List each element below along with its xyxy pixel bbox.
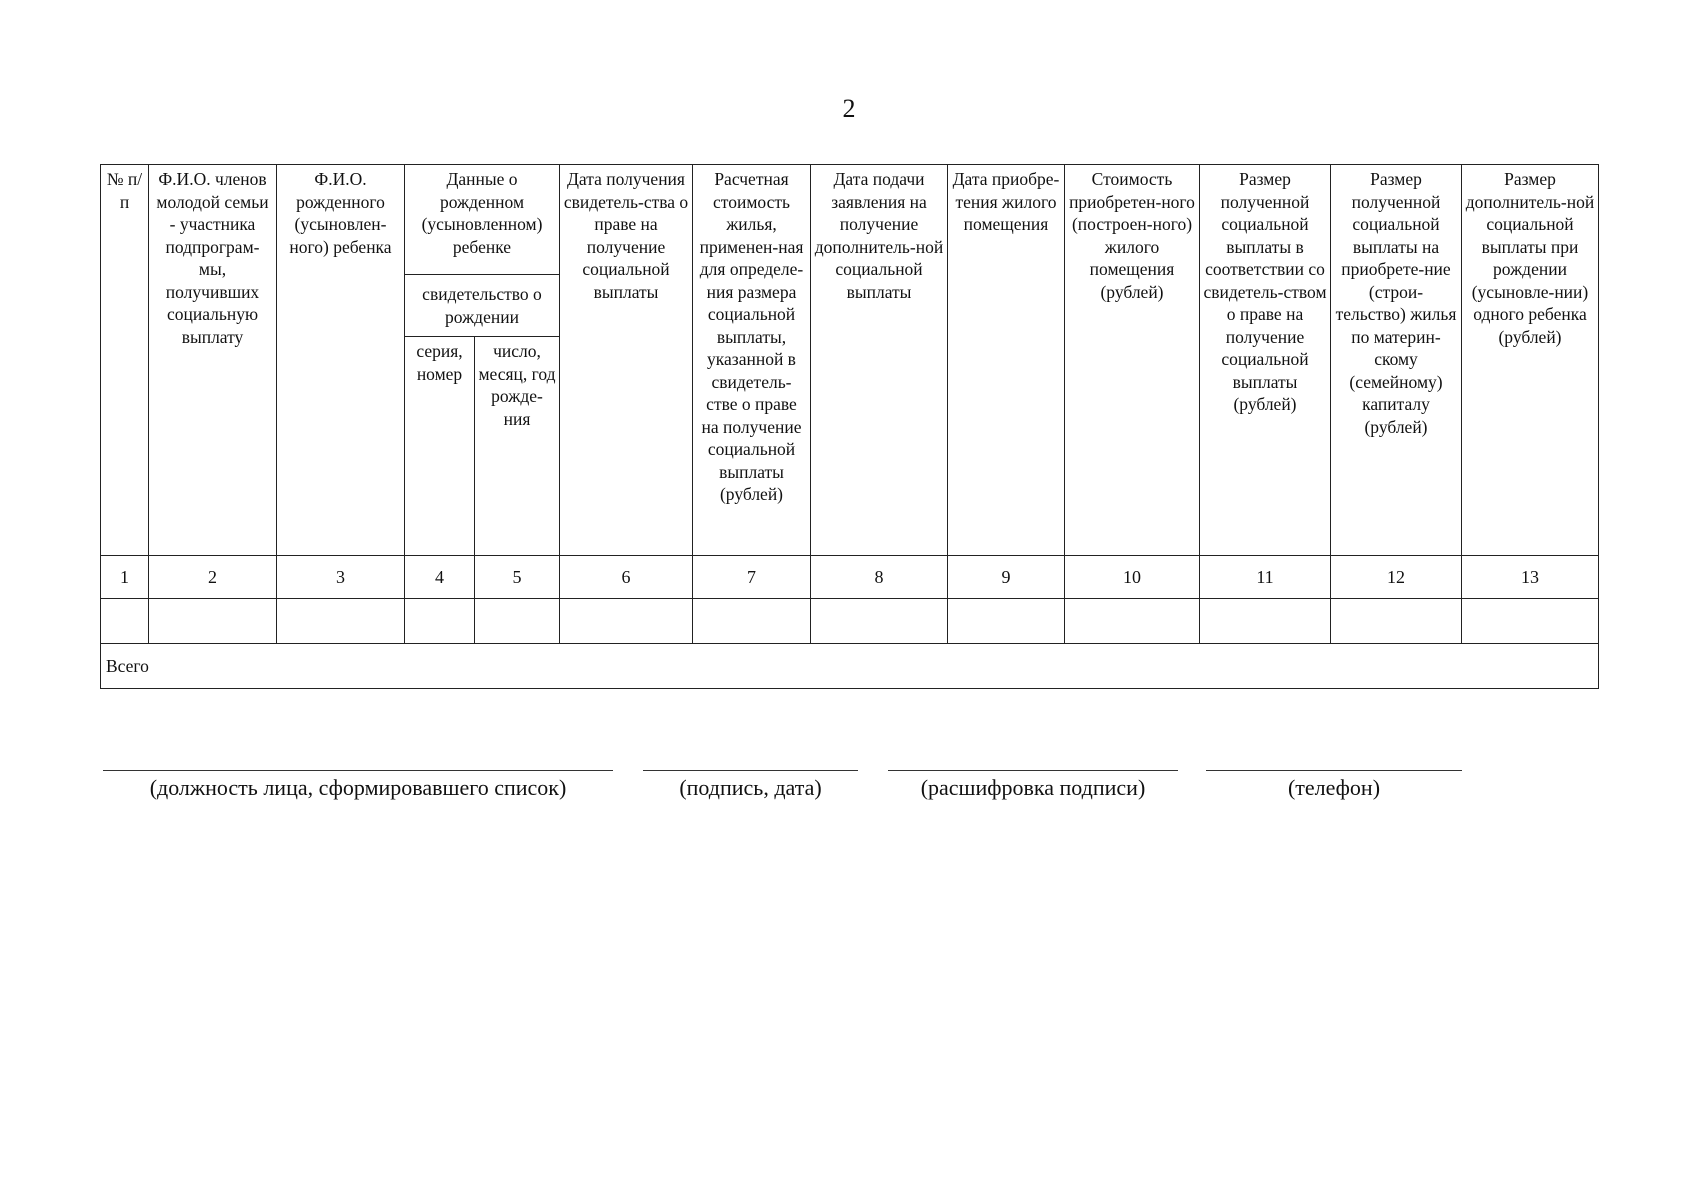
column-number: 10: [1065, 556, 1200, 599]
column-number: 11: [1200, 556, 1331, 599]
signature-line: [103, 770, 613, 771]
header-certificate-date: Дата получения свидетель-ства о праве на получение социальной выплаты: [560, 165, 693, 556]
total-row: [101, 644, 1599, 689]
column-number: 1: [101, 556, 149, 599]
social-payments-table: [100, 164, 1599, 689]
signature-caption: (должность лица, сформировавшего список): [149, 775, 567, 800]
column-number: 6: [560, 556, 693, 599]
signature-caption: (телефон): [1287, 775, 1381, 800]
table-cell: [693, 599, 811, 644]
column-number: 5: [475, 556, 560, 599]
column-numbers-row: [101, 556, 1599, 599]
header-additional-payment: Размер дополнитель-ной социальной выплаты при рождении (усыновле-нии) одного ребенка (рублей): [1462, 165, 1599, 556]
table-cell: [149, 599, 277, 644]
header-purchase-date: Дата приобре-тения жилого помещения: [948, 165, 1065, 556]
header-child-data: Данные о рожденном (усыновленном) ребенке: [405, 165, 560, 275]
signature-position: [103, 770, 613, 801]
table-cell: [475, 599, 560, 644]
signature-block: [0, 770, 1698, 810]
header-application-date: Дата подачи заявления на получение дополнитель-ной социальной выплаты: [811, 165, 948, 556]
header-child-name: Ф.И.О. рожденного (усыновлен-ного) ребенка: [277, 165, 405, 556]
header-series-number: серия, номер: [405, 337, 475, 556]
column-number: 7: [693, 556, 811, 599]
column-number: 3: [277, 556, 405, 599]
signature-line: [1206, 770, 1462, 771]
table-cell: [1200, 599, 1331, 644]
header-payment-per-certificate: Размер полученной социальной выплаты в соответствии со свидетель-ством о праве на получение социальной выплаты (рублей): [1200, 165, 1331, 556]
page-number: 2: [842, 94, 856, 123]
signature-line: [643, 770, 858, 771]
table-cell: [1462, 599, 1599, 644]
table-cell: [1065, 599, 1200, 644]
header-housing-cost: Стоимость приобретен-ного (построен-ного) жилого помещения (рублей): [1065, 165, 1200, 556]
signature-decode: [888, 770, 1178, 801]
total-label: Всего: [101, 644, 1599, 689]
column-number: 9: [948, 556, 1065, 599]
table-cell: [277, 599, 405, 644]
header-birth-date: число, месяц, год рожде-ния: [475, 337, 560, 556]
column-number: 8: [811, 556, 948, 599]
column-number: 13: [1462, 556, 1599, 599]
table-cell: [560, 599, 693, 644]
table-cell: [948, 599, 1065, 644]
signature-sign-date: [643, 770, 858, 801]
header-no: № п/п: [101, 165, 149, 556]
header-payment-maternity-capital: Размер полученной социальной выплаты на приобрете-ние (строи-тельство) жилья по материн-скому (семейному) капиталу (рублей): [1331, 165, 1462, 556]
header-family-members: Ф.И.О. членов молодой семьи - участника подпрограм-мы, получивших социальную выплату: [149, 165, 277, 556]
signature-line: [888, 770, 1178, 771]
signature-phone: [1206, 770, 1462, 801]
column-number: 4: [405, 556, 475, 599]
table-row: [101, 599, 1599, 644]
table-cell: [1331, 599, 1462, 644]
signature-caption: (подпись, дата): [679, 775, 822, 800]
table-cell: [405, 599, 475, 644]
header-birth-certificate: свидетельство о рождении: [405, 275, 560, 337]
signature-caption: (расшифровка подписи): [920, 775, 1146, 800]
table-cell: [101, 599, 149, 644]
table-header-row: [101, 165, 1599, 275]
table-cell: [811, 599, 948, 644]
column-number: 12: [1331, 556, 1462, 599]
header-housing-cost-estimate: Расчетная стоимость жилья, применен-ная для определе-ния размера социальной выплаты, указанной в свидетель-стве о праве на получение социальной выплаты (рублей): [693, 165, 811, 556]
column-number: 2: [149, 556, 277, 599]
